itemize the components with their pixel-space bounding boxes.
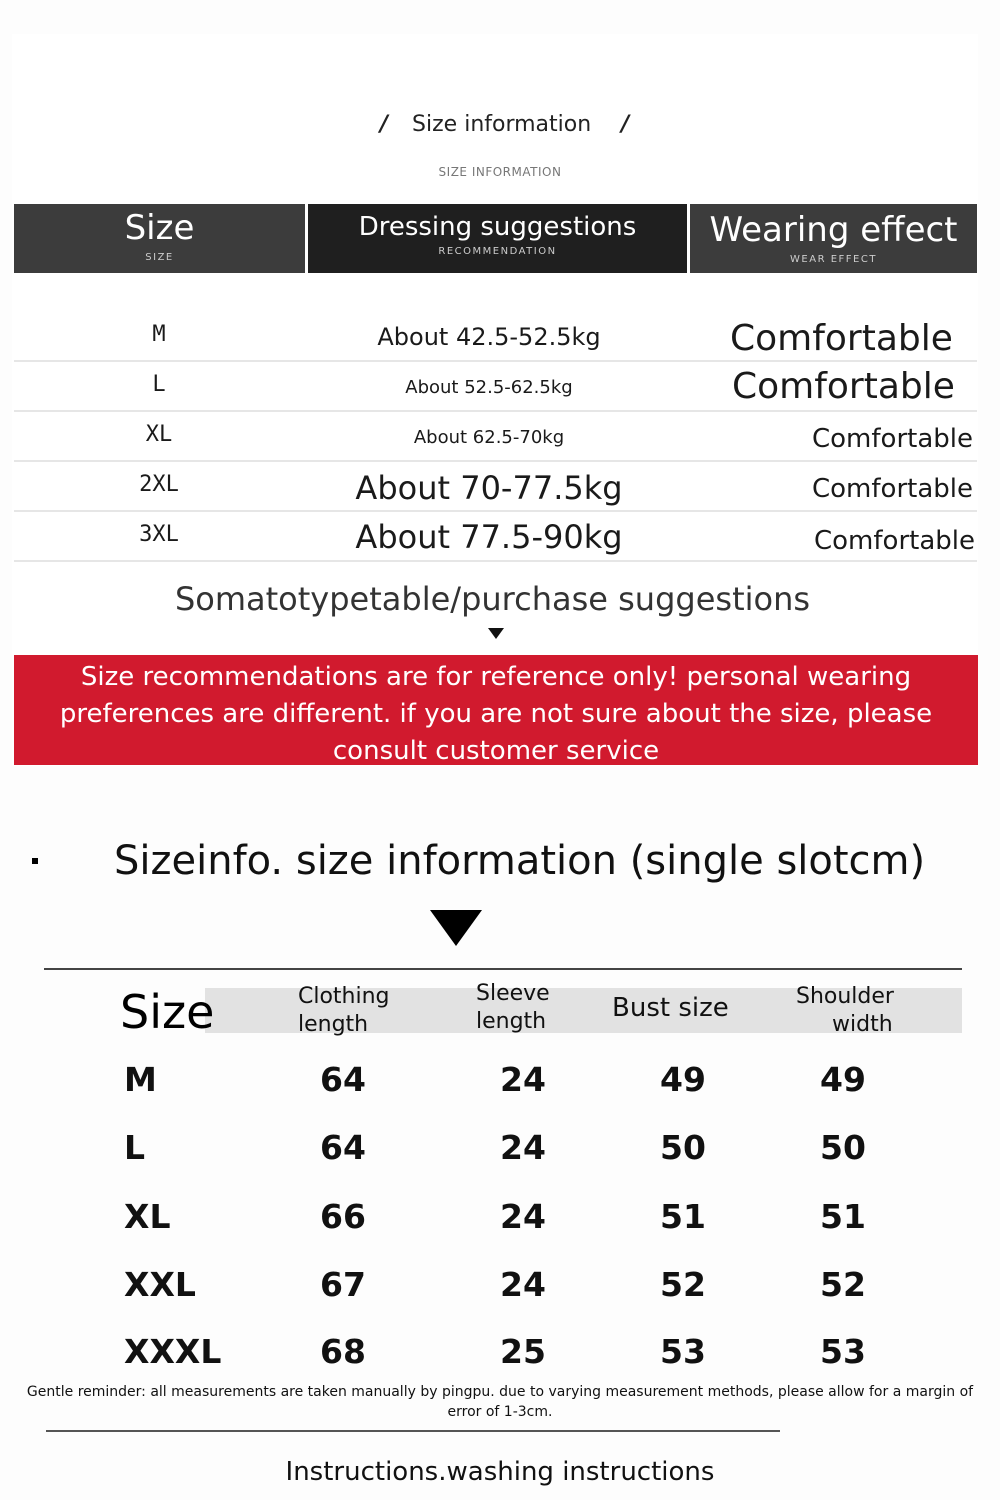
table-row [0,1060,1000,1120]
row-weight: About 62.5-70kg [413,427,565,448]
row-weight: About 77.5-90kg [355,518,623,556]
bullet-icon [32,858,38,864]
table-row [14,310,977,362]
size-info-subtitle: SIZE INFORMATION [438,165,562,179]
title-text: Size information [412,112,592,137]
cell-sleeve-length: 24 [500,1197,546,1236]
row-size: M [152,322,166,347]
cell-sleeve-length: 24 [500,1060,546,1099]
size-info-title [380,112,629,137]
header-dressing-label: Dressing suggestions [358,212,637,242]
row-weight: About 52.5-62.5kg [405,377,573,398]
header-sleeve-length-line1: Sleeve [476,981,550,1006]
header-size-sub: SIZE [145,252,174,263]
divider [44,968,962,970]
cell-bust-size: 52 [660,1265,706,1304]
row-size: L [152,372,166,397]
header-wearing-label: Wearing effect [709,210,958,250]
header-dressing [308,204,687,273]
cell-shoulder-width: 49 [820,1060,866,1099]
cell-sleeve-length: 24 [500,1265,546,1304]
header-clothing-length [298,983,390,1039]
header-sleeve-length-line2: length [476,1009,547,1034]
cell-bust-size: 50 [660,1128,706,1167]
table-row [14,510,977,562]
cell-shoulder-width: 53 [820,1332,866,1371]
header-size-label: Size [124,208,195,248]
header-shoulder-width [796,983,894,1039]
cell-clothing-length: 66 [320,1197,366,1236]
header-shoulder-width-line2: width [832,1012,893,1037]
row-size: 3XL [139,522,179,547]
down-triangle-icon [430,910,482,946]
cell-bust-size: 51 [660,1197,706,1236]
cell-shoulder-width: 51 [820,1197,866,1236]
header-size [14,204,305,273]
header-sleeve-length [476,980,550,1036]
header-dressing-sub: RECOMMENDATION [438,246,557,257]
header-shoulder-width-line1: Shoulder [796,984,894,1009]
title-slash-right: / [621,112,630,137]
cell-clothing-length: 64 [320,1128,366,1167]
cell-shoulder-width: 52 [820,1265,866,1304]
cell-size: XXL [124,1265,196,1304]
table-row [14,460,977,512]
header-wearing [690,204,977,273]
measurement-reminder: Gentle reminder: all measurements are taken manually by pingpu. due to varying measurement methods, please allow for a margin of error of 1-3cm. [26,1384,974,1420]
table-row [14,360,977,412]
cell-size: M [124,1060,157,1099]
table-row [0,1197,1000,1257]
title-slash-left: / [380,112,389,137]
measurement-header-size: Size [120,985,215,1039]
table-row [0,1128,1000,1188]
cell-size: XXXL [124,1332,222,1371]
cell-bust-size: 53 [660,1332,706,1371]
cell-sleeve-length: 25 [500,1332,546,1371]
row-effect: Comfortable [812,474,973,504]
cell-size: XL [124,1197,171,1236]
size-notice-text: Size recommendations are for reference only! personal wearing preferences are different. if you are not sure about the size, please consult customer service [59,662,933,766]
cell-clothing-length: 68 [320,1332,366,1371]
washing-instructions-heading: Instructions.washing instructions [285,1457,715,1487]
cell-shoulder-width: 50 [820,1128,866,1167]
table-row [0,1265,1000,1325]
divider [46,1430,780,1432]
row-effect: Comfortable [730,318,953,359]
down-triangle-icon [488,628,504,639]
cell-sleeve-length: 24 [500,1128,546,1167]
row-size: 2XL [139,472,179,497]
header-clothing-length-line2: length [298,1012,369,1037]
table-row [14,410,977,462]
cell-clothing-length: 64 [320,1060,366,1099]
row-effect: Comfortable [812,424,973,454]
header-bust-size: Bust size [612,993,729,1023]
row-effect: Comfortable [732,366,955,407]
row-size: XL [145,422,173,447]
cell-bust-size: 49 [660,1060,706,1099]
row-weight: About 70-77.5kg [355,469,623,507]
row-weight: About 42.5-52.5kg [377,323,601,351]
size-notice-banner [14,655,978,765]
row-effect: Comfortable [814,526,975,556]
cell-clothing-length: 67 [320,1265,366,1304]
header-clothing-length-line1: Clothing [298,984,390,1009]
cell-size: L [124,1128,146,1167]
measurement-title: Sizeinfo. size information (single slotcm) [114,838,926,884]
header-wearing-sub: WEAR EFFECT [790,254,877,265]
somatotype-heading: Somatotypetable/purchase suggestions [174,580,811,618]
